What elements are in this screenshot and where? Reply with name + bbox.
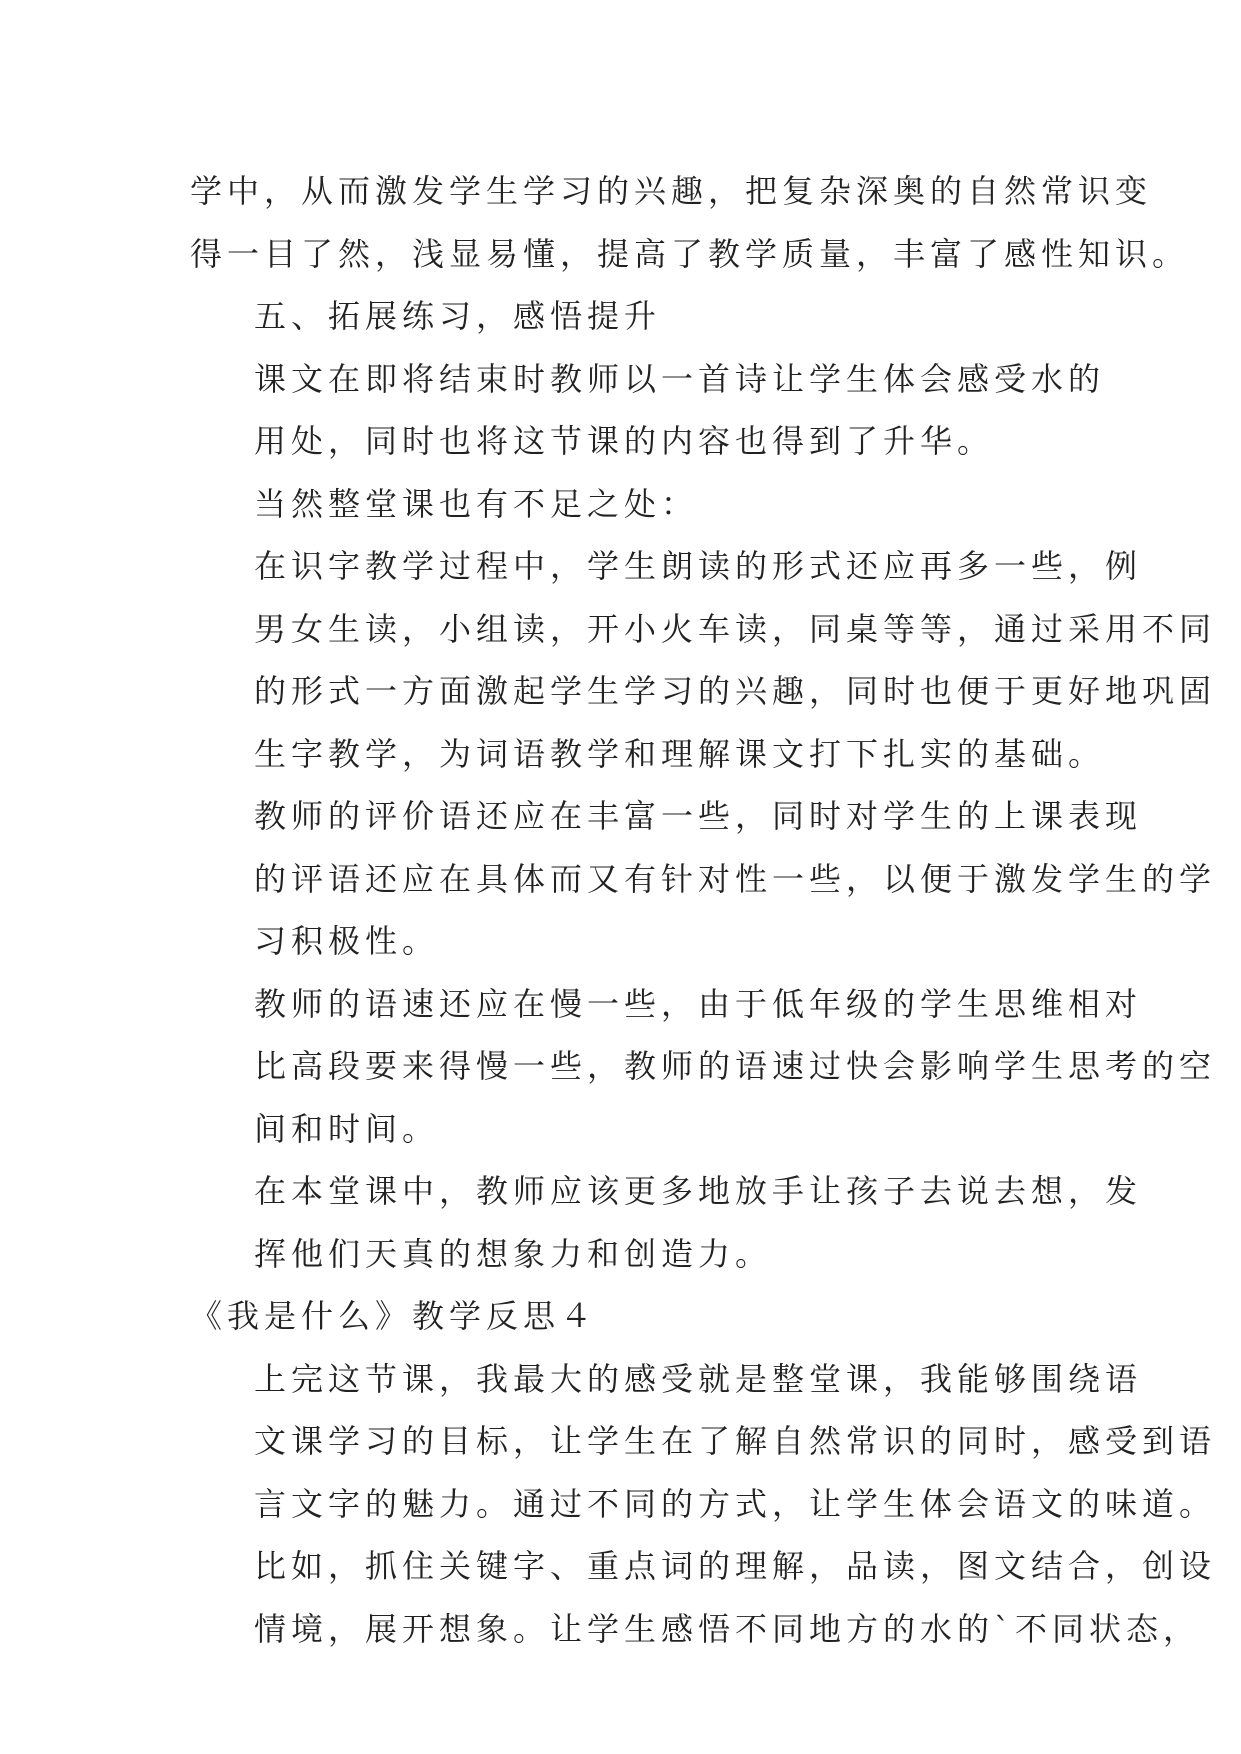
document-body (190, 160, 1217, 1660)
text-line: 生字教学，为词语教学和理解课文打下扎实的基础。 (254, 734, 1106, 773)
text-line: 比高段要来得慢一些，教师的语速过快会影响学生思考的空 (254, 1047, 1217, 1085)
text-line: 上完这节课，我最大的感受就是整堂课，我能够围绕语 (254, 1359, 1143, 1398)
text-line: 的评语还应在具体而又有针对性一些，以便于激发学生的学 (254, 859, 1217, 898)
text-line: 间和时间。 (254, 1109, 440, 1148)
text-line: 男女生读，小组读，开小火车读，同桌等等，通过采用不同 (254, 609, 1217, 648)
text-line: 习积极性。 (254, 922, 440, 960)
paragraph (190, 1160, 1143, 1285)
text-line: 的形式一方面激起学生学习的兴趣，同时也便于更好地巩固 (254, 672, 1217, 710)
text-line: 《我是什么》教学反思４ (190, 1297, 598, 1335)
text-line: 教师的评价语还应在丰富一些，同时对学生的上课表现 (254, 797, 1143, 835)
paragraph (190, 535, 1217, 785)
section-heading (190, 1285, 1090, 1348)
text-line: 五、拓展练习，感悟提升 (254, 297, 662, 335)
text-line: 挥他们天真的想象力和创造力。 (254, 1234, 773, 1273)
text-line: 用处，同时也将这节课的内容也得到了升华。 (254, 422, 995, 460)
paragraph (190, 160, 1190, 285)
text-line: 在本堂课中，教师应该更多地放手让孩子去说去想，发 (254, 1172, 1143, 1210)
paragraph (190, 473, 1090, 536)
paragraph (190, 348, 1106, 473)
text-line: 当然整堂课也有不足之处： (254, 484, 699, 523)
text-line: 教师的语速还应在慢一些，由于低年级的学生思维相对 (254, 984, 1143, 1023)
text-line: 文课学习的目标，让学生在了解自然常识的同时，感受到语 (254, 1422, 1217, 1460)
text-line: 学中，从而激发学生学习的兴趣，把复杂深奥的自然常识变 (190, 172, 1153, 210)
text-line: 言文字的魅力。通过不同的方式，让学生体会语文的味道。 (254, 1484, 1217, 1523)
paragraph (190, 785, 1217, 973)
paragraph (190, 285, 1090, 348)
text-line: 在识字教学过程中，学生朗读的形式还应再多一些，例 (254, 547, 1143, 585)
text-line: 比如，抓住关键字、重点词的理解，品读，图文结合，创设 (254, 1547, 1217, 1585)
text-line: 情境，展开想象。让学生感悟不同地方的水的`不同状态， (254, 1609, 1201, 1648)
text-line: 得一目了然，浅显易懂，提高了教学质量，丰富了感性知识。 (190, 234, 1190, 273)
paragraph (190, 973, 1217, 1161)
paragraph (190, 1348, 1217, 1661)
text-line: 课文在即将结束时教师以一首诗让学生体会感受水的 (254, 359, 1106, 398)
